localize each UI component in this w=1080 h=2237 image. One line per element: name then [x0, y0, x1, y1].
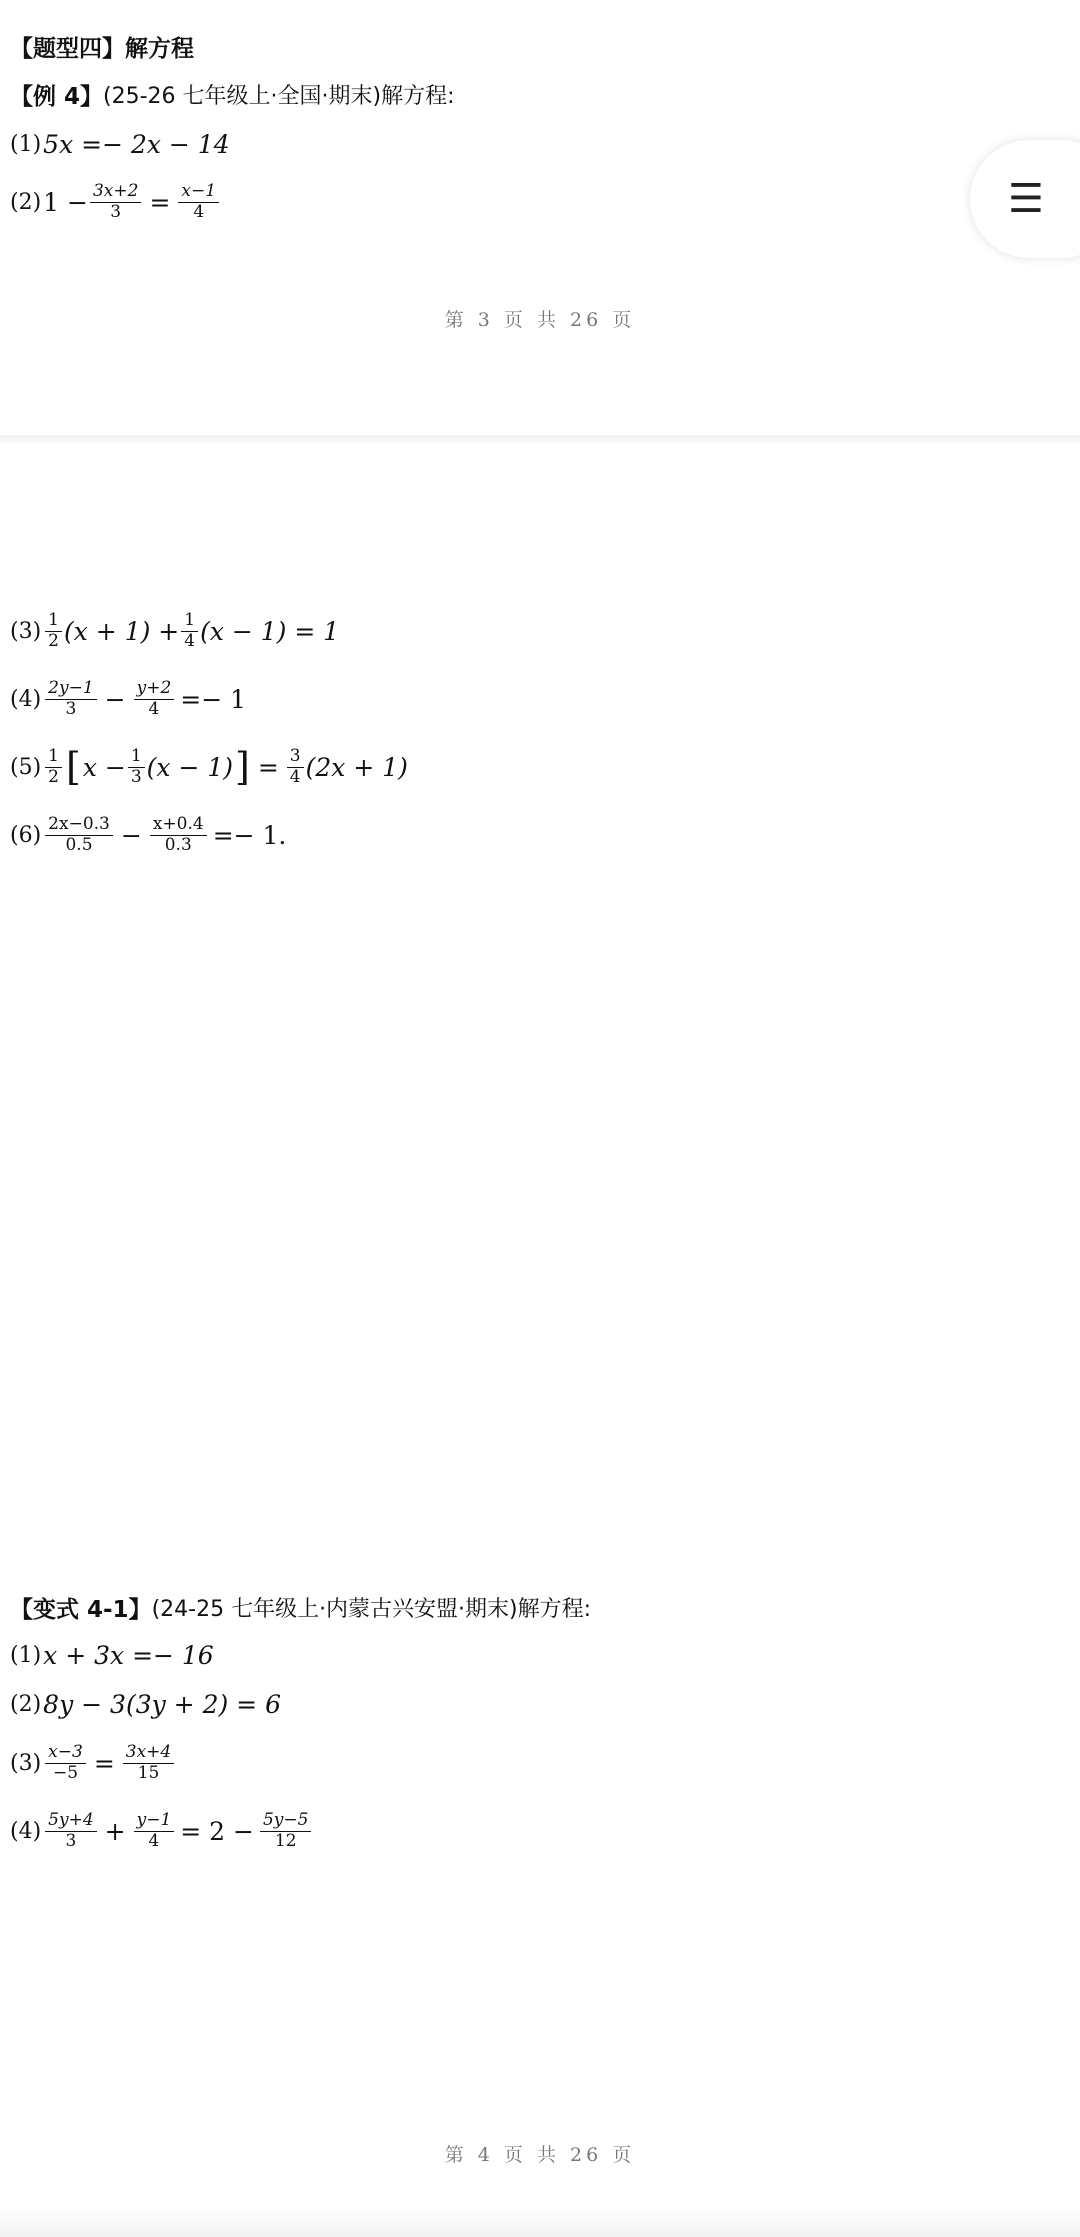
fraction: $\frac{5y+4}{3}$ — [45, 1811, 96, 1851]
page-footer: 第 3 页 共 26 页 — [444, 309, 636, 331]
operator: − — [104, 684, 126, 714]
right-bracket: ] — [235, 745, 250, 790]
equals-sign: = — [149, 187, 171, 217]
document-page-4 — [0, 443, 1080, 2237]
fraction: $\frac{2y-1}{3}$ — [45, 679, 96, 719]
equation-text: x + 3x =− 16 — [43, 1641, 214, 1670]
example-source: (25-26 七年级上·全国·期末)解方程: — [103, 84, 455, 109]
variant-equation-3 — [10, 1743, 176, 1783]
equation-2 — [10, 182, 221, 222]
equation-text: (x + 1) + — [64, 616, 180, 646]
fraction: $\frac{x+0.4}{0.3}$ — [150, 815, 207, 855]
fraction: $\frac{5y-5}{12}$ — [260, 1811, 311, 1851]
equation-text: 5x =− 2x − 14 — [43, 130, 230, 159]
equation-5 — [10, 745, 408, 790]
equation-number: (1) — [10, 1643, 42, 1668]
fraction: $\frac{3x+2}{3}$ — [90, 182, 141, 222]
fraction: $\frac{y+2}{4}$ — [134, 679, 175, 719]
equation-number: (1) — [10, 132, 42, 157]
equation-text: x − — [82, 752, 126, 782]
bottom-edge-shade — [0, 2207, 1080, 2237]
fraction: $\frac{2x-0.3}{0.5}$ — [45, 815, 113, 855]
menu-button[interactable] — [970, 140, 1080, 258]
fraction: $\frac{1}{2}$ — [45, 747, 62, 787]
equation-number: (6) — [10, 822, 42, 848]
example-4-heading — [10, 78, 455, 111]
example-label: 【例 4】 — [10, 84, 104, 110]
equation-number: (4) — [10, 686, 42, 712]
variant-4-1-heading — [10, 1591, 591, 1624]
fraction: $\frac{3}{4}$ — [287, 747, 304, 787]
equation-4 — [10, 679, 246, 719]
equals-sign: = — [93, 1748, 115, 1778]
fraction: $\frac{x-1}{4}$ — [178, 182, 219, 222]
equation-number: (4) — [10, 1818, 42, 1844]
fraction: $\frac{y-1}{4}$ — [134, 1811, 175, 1851]
equation-6 — [10, 815, 286, 855]
page-footer: 第 4 页 共 26 页 — [444, 2144, 636, 2166]
equation-number: (3) — [10, 618, 42, 644]
equation-3 — [10, 611, 339, 651]
equation-number: (3) — [10, 1750, 42, 1776]
fraction: $\frac{1}{2}$ — [45, 611, 62, 651]
equation-1 — [10, 130, 230, 159]
variant-source: (24-25 七年级上·内蒙古兴安盟·期末)解方程: — [151, 1597, 592, 1622]
fraction: $\frac{1}{4}$ — [181, 611, 198, 651]
equation-number: (2) — [10, 1692, 42, 1717]
variant-equation-2 — [10, 1690, 281, 1719]
equation-text: 8y − 3(3y + 2) = 6 — [43, 1690, 281, 1719]
equals-sign: = — [257, 752, 279, 782]
operator: − — [120, 820, 142, 850]
operator: + — [104, 1816, 126, 1846]
fraction: $\frac{3x+4}{15}$ — [123, 1743, 174, 1783]
section-heading: 【题型四】解方程 — [10, 36, 194, 62]
variant-label: 【变式 4-1】 — [10, 1597, 152, 1623]
equation-text: =− 1. — [212, 820, 287, 850]
equation-text: =− 1 — [180, 684, 247, 714]
fraction: $\frac{1}{3}$ — [128, 747, 145, 787]
equation-text: = 2 − — [180, 1816, 254, 1846]
variant-equation-4 — [10, 1811, 313, 1851]
equation-text: (x − 1) — [146, 752, 234, 782]
hamburger-menu-icon: ☰ — [1008, 176, 1044, 222]
left-bracket: [ — [66, 745, 81, 790]
equation-text: (x − 1) = 1 — [200, 616, 340, 646]
fraction: $\frac{x-3}{-5}$ — [45, 1743, 86, 1783]
equation-text: 1 − — [43, 187, 88, 217]
equation-number: (5) — [10, 754, 42, 780]
page-separator — [0, 435, 1080, 443]
equation-text: (2x + 1) — [305, 752, 408, 782]
document-page-3 — [0, 0, 1080, 435]
equation-number: (2) — [10, 189, 42, 215]
variant-equation-1 — [10, 1641, 214, 1670]
